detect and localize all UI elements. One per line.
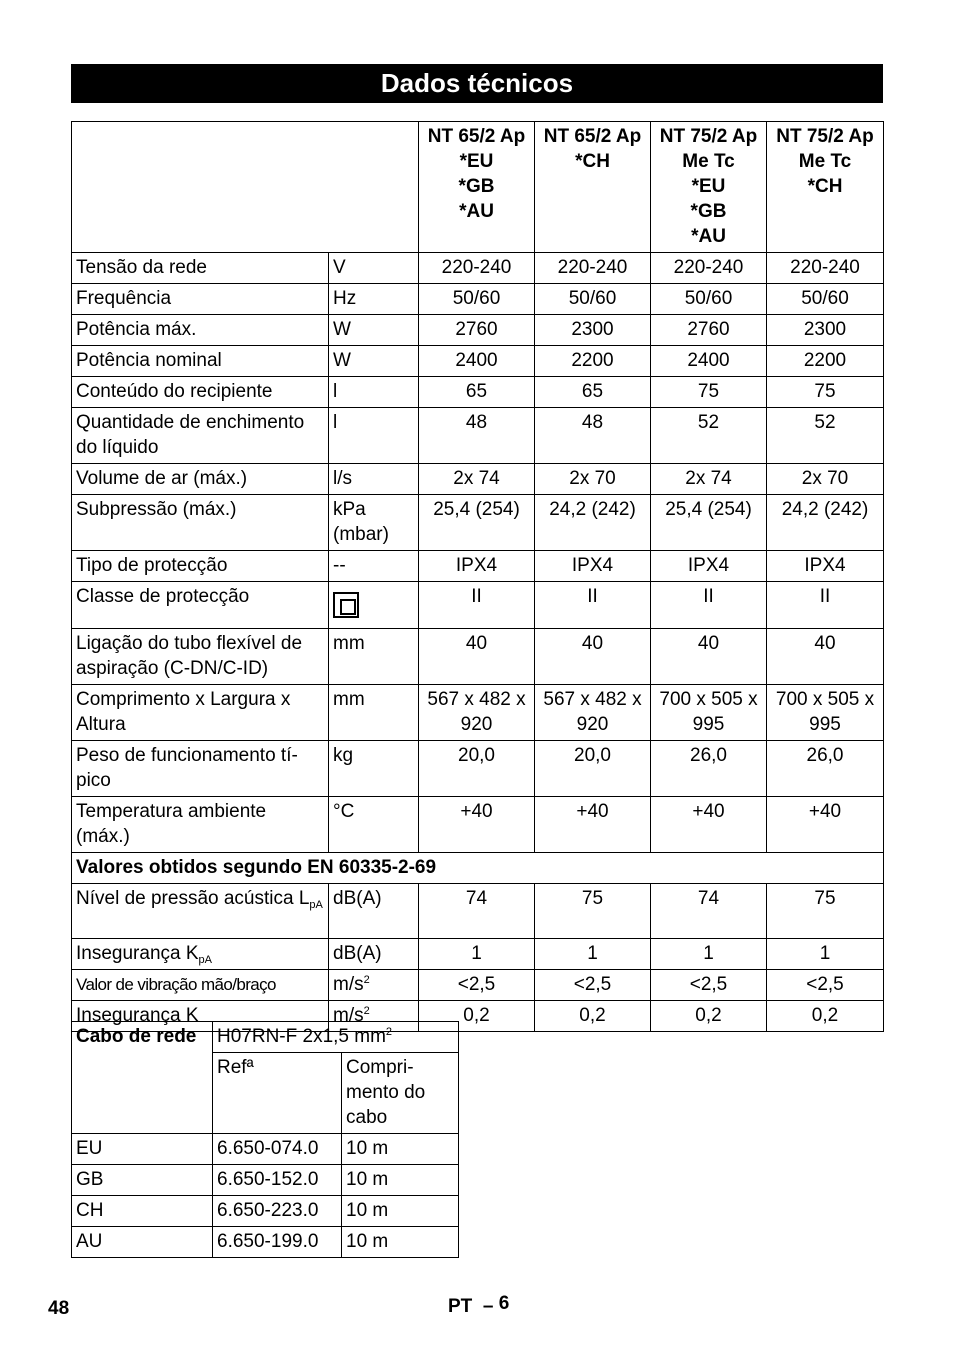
spec-unit: W	[329, 315, 419, 346]
spec-value: 2x 70	[767, 464, 884, 495]
spec-unit: kPa (mbar)	[329, 495, 419, 551]
spec-unit: l	[329, 377, 419, 408]
spec-label: Volume de ar (máx.)	[72, 464, 329, 495]
spec-row	[72, 884, 884, 939]
spec-value: 0,2	[651, 1001, 767, 1032]
spec-label: Peso de funcionamento tí-pico	[72, 741, 329, 797]
spec-value: 25,4 (254)	[419, 495, 535, 551]
spec-row	[72, 408, 884, 464]
spec-value: 2x 74	[651, 464, 767, 495]
technical-data-table	[71, 121, 884, 1032]
model-header: NT 75/2 Ap Me Tc *CH	[767, 122, 884, 253]
spec-label: Tensão da rede	[72, 253, 329, 284]
spec-label: Nível de pressão acústica $L_{pA}$	[72, 884, 329, 939]
spec-unit: Hz	[329, 284, 419, 315]
cable-spec: H07RN-F 2x1,5 $mm^2$	[213, 1022, 459, 1053]
spec-unit: W	[329, 346, 419, 377]
spec-value: 2400	[419, 346, 535, 377]
spec-unit: l	[329, 408, 419, 464]
spec-value: 220-240	[535, 253, 651, 284]
spec-value: 220-240	[419, 253, 535, 284]
spec-value: 1	[419, 939, 535, 970]
spec-value: +40	[651, 797, 767, 853]
spec-value: +40	[535, 797, 651, 853]
spec-label: Subpressão (máx.)	[72, 495, 329, 551]
spec-unit: dB(A)	[329, 884, 419, 939]
spec-unit: kg	[329, 741, 419, 797]
spec-value: II	[419, 582, 535, 629]
cable-ref: 6.650-199.0	[213, 1227, 342, 1258]
spec-value: 75	[535, 884, 651, 939]
spec-value: 1	[535, 939, 651, 970]
spec-value: 50/60	[535, 284, 651, 315]
cable-ref: 6.650-223.0	[213, 1196, 342, 1227]
spec-value: 26,0	[767, 741, 884, 797]
spec-value: II	[535, 582, 651, 629]
spec-value: 220-240	[651, 253, 767, 284]
section-title: Valores obtidos segundo EN 60335-2-69	[72, 853, 884, 884]
spec-value: 40	[419, 629, 535, 685]
spec-value: IPX4	[535, 551, 651, 582]
model-header: NT 65/2 Ap *EU *GB *AU	[419, 122, 535, 253]
spec-row	[72, 377, 884, 408]
spec-value: 0,2	[535, 1001, 651, 1032]
spec-value: 2300	[767, 315, 884, 346]
spec-value: 50/60	[419, 284, 535, 315]
spec-unit: dB(A)	[329, 939, 419, 970]
spec-row	[72, 685, 884, 741]
cable-ref: 6.650-074.0	[213, 1134, 342, 1165]
spec-value: 65	[535, 377, 651, 408]
spec-row	[72, 970, 884, 1001]
cable-row	[72, 1134, 459, 1165]
spec-label: Insegurança K	[72, 1001, 329, 1032]
spec-value: 2300	[535, 315, 651, 346]
spec-value: 26,0	[651, 741, 767, 797]
spec-label: Potência nominal	[72, 346, 329, 377]
spec-unit: mm	[329, 629, 419, 685]
spec-row	[72, 629, 884, 685]
page-title: Dados técnicos	[71, 64, 883, 103]
cable-row	[72, 1165, 459, 1196]
spec-row	[72, 582, 884, 629]
spec-value: +40	[419, 797, 535, 853]
spec-value: 567 x 482 x 920	[419, 685, 535, 741]
spec-value: 40	[651, 629, 767, 685]
section-row	[72, 853, 884, 884]
spec-row	[72, 741, 884, 797]
spec-label: Classe de protecção	[72, 582, 329, 629]
spec-value: 75	[767, 884, 884, 939]
spec-row	[72, 253, 884, 284]
spec-value: 1	[651, 939, 767, 970]
spec-value: 0,2	[419, 1001, 535, 1032]
cable-row	[72, 1227, 459, 1258]
power-cable-table	[71, 1021, 459, 1258]
cable-length: 10 m	[342, 1227, 459, 1258]
spec-row	[72, 551, 884, 582]
spec-value: 74	[419, 884, 535, 939]
spec-unit: V	[329, 253, 419, 284]
spec-value: 2x 74	[419, 464, 535, 495]
spec-value: 700 x 505 x 995	[651, 685, 767, 741]
model-header-row	[72, 122, 884, 253]
spec-value: 40	[535, 629, 651, 685]
spec-value: 48	[419, 408, 535, 464]
spec-label: Frequência	[72, 284, 329, 315]
spec-value: II	[651, 582, 767, 629]
spec-value: 74	[651, 884, 767, 939]
cable-col-length: Compri- mento do cabo	[342, 1053, 459, 1134]
spec-value: 700 x 505 x 995	[767, 685, 884, 741]
spec-value: 52	[651, 408, 767, 464]
spec-label: Temperatura ambiente (máx.)	[72, 797, 329, 853]
spec-value: <2,5	[419, 970, 535, 1001]
spec-row	[72, 797, 884, 853]
spec-row	[72, 464, 884, 495]
section-page-label: PT – 6	[448, 1293, 510, 1317]
cable-length: 10 m	[342, 1165, 459, 1196]
cable-row	[72, 1196, 459, 1227]
cable-length: 10 m	[342, 1196, 459, 1227]
spec-value: 24,2 (242)	[535, 495, 651, 551]
page-number: 48	[48, 1298, 70, 1319]
spec-label: Comprimento x Largura x Altura	[72, 685, 329, 741]
spec-row	[72, 495, 884, 551]
spec-value: 50/60	[651, 284, 767, 315]
cable-region: EU	[72, 1134, 213, 1165]
spec-value: 2760	[419, 315, 535, 346]
model-header: NT 75/2 Ap Me Tc *EU *GB *AU	[651, 122, 767, 253]
spec-value: 50/60	[767, 284, 884, 315]
spec-value: IPX4	[651, 551, 767, 582]
spec-value: 1	[767, 939, 884, 970]
spec-value: 567 x 482 x 920	[535, 685, 651, 741]
spec-unit: $m/s^2$	[329, 970, 419, 1001]
spec-value: +40	[767, 797, 884, 853]
spec-value: 20,0	[535, 741, 651, 797]
spec-row	[72, 939, 884, 970]
spec-value: <2,5	[535, 970, 651, 1001]
cable-ref: 6.650-152.0	[213, 1165, 342, 1196]
spec-value: 2x 70	[535, 464, 651, 495]
model-header: NT 65/2 Ap *CH	[535, 122, 651, 253]
spec-value: 2200	[535, 346, 651, 377]
cable-heading: Cabo de rede	[72, 1022, 213, 1134]
protection-class-ii-icon	[333, 592, 359, 618]
spec-label: Valor de vibração mão/braço	[72, 970, 329, 1001]
spec-value: 40	[767, 629, 884, 685]
cable-length: 10 m	[342, 1134, 459, 1165]
spec-row	[72, 346, 884, 377]
spec-value: 65	[419, 377, 535, 408]
spec-label: Ligação do tubo flexível de aspiração (C-DN/C-ID)	[72, 629, 329, 685]
spec-value: 75	[651, 377, 767, 408]
header-blank-cell	[72, 122, 419, 253]
spec-row	[72, 284, 884, 315]
spec-value: 75	[767, 377, 884, 408]
spec-value: 24,2 (242)	[767, 495, 884, 551]
cable-region: GB	[72, 1165, 213, 1196]
cable-region: CH	[72, 1196, 213, 1227]
spec-value: <2,5	[651, 970, 767, 1001]
spec-unit: °C	[329, 797, 419, 853]
spec-unit: $m/s^2$	[329, 1001, 419, 1032]
spec-value: IPX4	[419, 551, 535, 582]
spec-value: 48	[535, 408, 651, 464]
spec-label: Insegurança $K_{pA}$	[72, 939, 329, 970]
spec-unit: --	[329, 551, 419, 582]
spec-label: Conteúdo do recipiente	[72, 377, 329, 408]
spec-label: Quantidade de enchimento do líquido	[72, 408, 329, 464]
spec-label: Tipo de protecção	[72, 551, 329, 582]
spec-value: IPX4	[767, 551, 884, 582]
spec-value: 52	[767, 408, 884, 464]
spec-unit: mm	[329, 685, 419, 741]
spec-value: <2,5	[767, 970, 884, 1001]
spec-value: 220-240	[767, 253, 884, 284]
spec-unit	[329, 582, 419, 629]
spec-value: 25,4 (254)	[651, 495, 767, 551]
spec-value: 0,2	[767, 1001, 884, 1032]
cable-header-row	[72, 1022, 459, 1053]
cable-col-ref: Refª	[213, 1053, 342, 1134]
spec-value: 20,0	[419, 741, 535, 797]
spec-unit: l/s	[329, 464, 419, 495]
spec-label: Potência máx.	[72, 315, 329, 346]
spec-value: 2200	[767, 346, 884, 377]
spec-value: II	[767, 582, 884, 629]
cable-region: AU	[72, 1227, 213, 1258]
spec-value: 2400	[651, 346, 767, 377]
spec-value: 2760	[651, 315, 767, 346]
spec-row	[72, 315, 884, 346]
